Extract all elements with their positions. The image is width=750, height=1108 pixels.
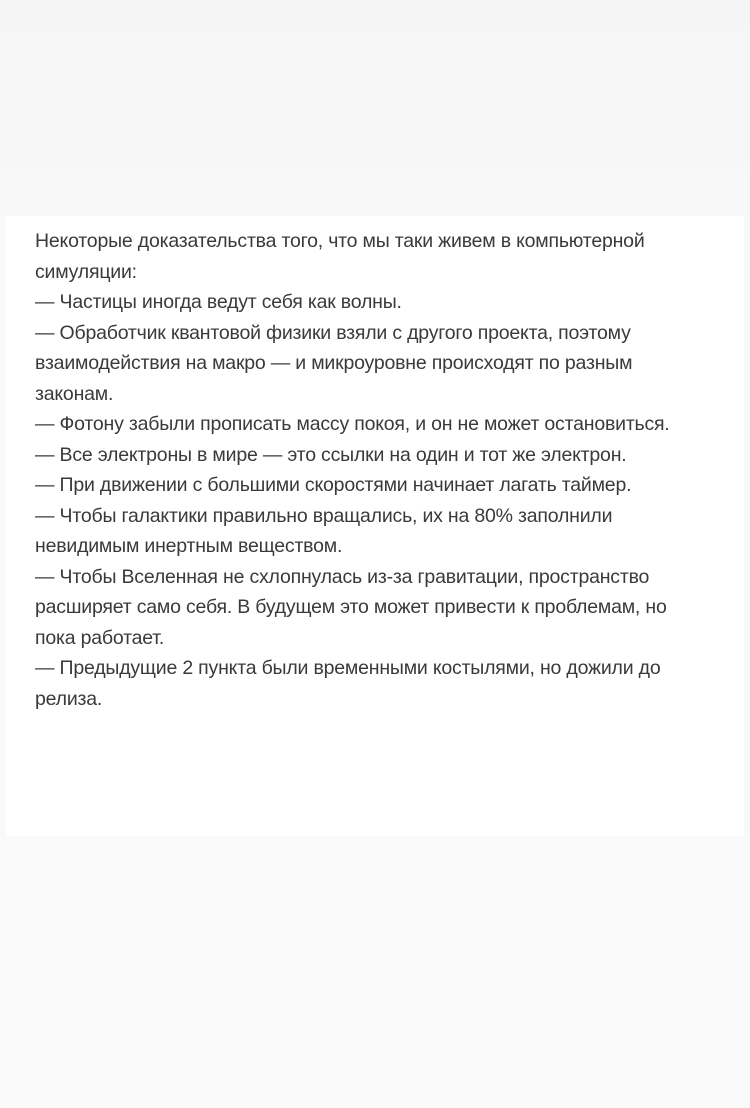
bottom-blank-area xyxy=(0,836,750,1108)
top-blank-area xyxy=(0,0,750,216)
list-item: — Обработчик квантовой физики взяли с другого проекта, поэтому взаимодействия на макро — и микроуровне происходят по разным законам. xyxy=(35,321,633,405)
list-item: — Чтобы галактики правильно вращались, их на 80% заполнили невидимым инертным веществом. xyxy=(35,504,613,557)
intro-line: Некоторые доказательства того, что мы таки живем в компьютерной симуляции: xyxy=(35,230,645,283)
text-card xyxy=(6,216,744,836)
list-item: — Частицы иногда ведут себя как волны. xyxy=(35,291,402,313)
post-text xyxy=(35,226,705,714)
list-item: — Фотону забыли прописать массу покоя, и он не может остановиться. xyxy=(35,413,670,435)
list-item: — Чтобы Вселенная не схлопнулась из-за гравитации, пространство расширяет само себя. В будущем это может привести к проблемам, но пока работает. xyxy=(35,565,667,649)
list-item: — При движении с большими скоростями начинает лагать таймер. xyxy=(35,474,632,496)
list-item: — Предыдущие 2 пункта были временными костылями, но дожили до релиза. xyxy=(35,657,661,710)
list-item: — Все электроны в мире — это ссылки на один и тот же электрон. xyxy=(35,443,627,466)
